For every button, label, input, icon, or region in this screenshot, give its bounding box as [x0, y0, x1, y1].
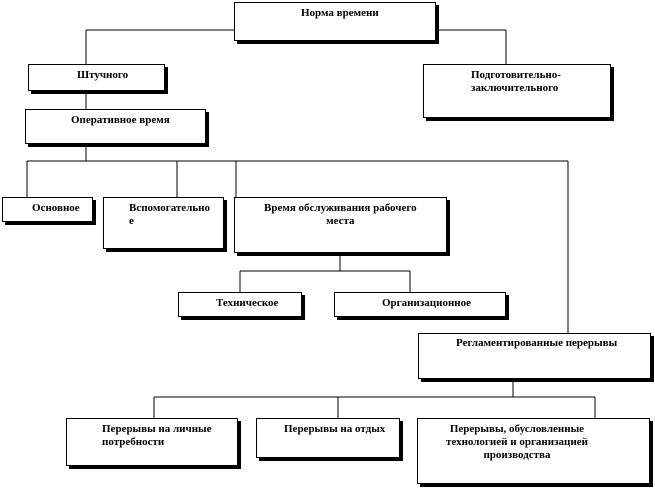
label-norma-vremeni: Норма времени [301, 7, 379, 19]
box-vremya-obsluzhivaniya [234, 197, 447, 253]
box-pereryvy-otdykh [256, 418, 400, 458]
label-shtuchnoe: Штучного [77, 69, 129, 81]
label-osnovnoe: Основное [32, 202, 80, 214]
box-reglamentirovannye-pereryvy [418, 333, 651, 379]
label-vremya-obsluzhivaniya: Время обслуживания рабочего места [264, 202, 417, 227]
label-vspomogatelnoe: Вспомогательно е [129, 202, 211, 227]
box-pereryvy-obuslovlennye [417, 418, 650, 484]
label-pereryvy-otdykh: Перерывы на отдых [284, 423, 386, 435]
box-podgotovitelno-zaklyuchitelnoe [423, 64, 611, 118]
label-pereryvy-lichnye: Перерывы на личные потребности [102, 423, 212, 448]
label-tekhnicheskoe: Техническое [216, 297, 279, 309]
label-organizatsionnoe: Организационное [382, 297, 471, 309]
box-norma-vremeni [234, 2, 436, 41]
label-operativnoe-vremya: Оперативное время [71, 114, 170, 126]
label-reglamentirovannye-pereryvy: Регламентированные перерывы [456, 337, 618, 349]
box-osnovnoe [2, 197, 93, 222]
box-vspomogatelnoe [103, 197, 224, 249]
box-organizatsionnoe [334, 292, 506, 317]
box-pereryvy-lichnye [66, 418, 238, 466]
box-tekhnicheskoe [178, 292, 302, 317]
label-podgotovitelno-zaklyuchitelnoe: Подготовительно- заключительного [471, 69, 561, 94]
box-operativnoe-vremya [25, 109, 206, 144]
box-shtuchnoe [28, 64, 165, 91]
label-pereryvy-obuslovlennye: Перерывы, обусловленные технологией и организацией производства [446, 423, 588, 461]
